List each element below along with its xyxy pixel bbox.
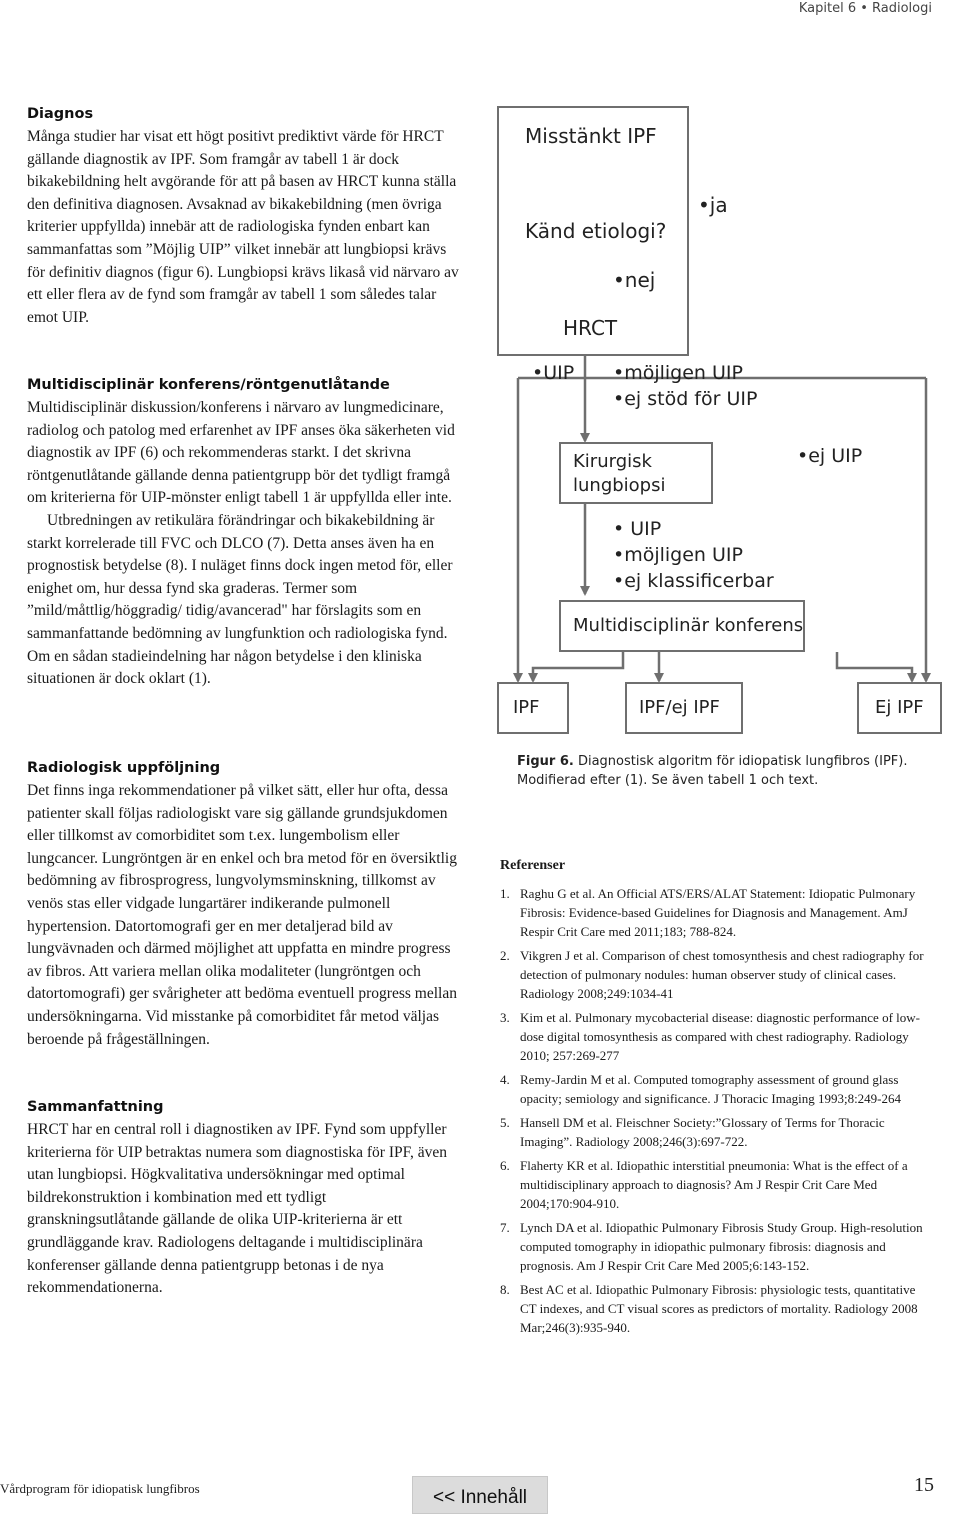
reference-text: Hansell DM et al. Fleischner Society:”Glossary of Terms for Thoracic Imaging”. Radiology 2008;246(3):697-722. — [520, 1115, 885, 1149]
paragraph-diagnos: Många studier har visat ett högt positivt prediktivt värde för HRCT gällande diagnostik av IPF. Som framgår av tabell 1 är dock bikakebildning helt avgörande för att på basen av HRCT kunna ställa den definitiva diagnosen. Avsaknad av bikakebildning (men övriga kriterier uppfyllda) innebär att de radiologiska fynden enbart kan sammanfattas som ”Möjlig UIP” vilket innebär att lungbiopsi krävs för definitiv diagnos (figur 6). Lungbiopsi krävs likaså vid närvaro av ett eller flera av de fynd som framgår av tabell 1 som således talar emot UIP. — [27, 128, 459, 326]
reference-item — [500, 946, 934, 1003]
label-uip: •UIP — [532, 362, 575, 384]
reference-number: 8. — [500, 1282, 510, 1297]
label-ja: •ja — [698, 193, 728, 217]
reference-text: Vikgren J et al. Comparison of chest tomosynthesis and chest radiography for detection of pulmonary nodules: human observer study of clinical cases. Radiology 2008;249:1034-41 — [520, 948, 924, 1001]
label-misstankt-ipf: Misstänkt IPF — [525, 124, 657, 148]
figure-caption — [517, 752, 937, 790]
section-title-diagnos: Diagnos — [27, 106, 94, 122]
label-ipf: IPF — [513, 697, 540, 718]
reference-text: Remy-Jardin M et al. Computed tomography assessment of ground glass opacity; semiology and significance. J Thoracic Imaging 1993;8:249-264 — [520, 1072, 902, 1106]
label-kirurgisk: Kirurgisk — [573, 451, 652, 472]
label-hrct: HRCT — [563, 316, 618, 340]
section-title-multidisciplinar: Multidisciplinär konferens/röntgenutlåtande — [27, 377, 390, 393]
reference-item — [500, 1113, 934, 1151]
label-biopsi-ej-klassificerbar: •ej klassificerbar — [613, 570, 774, 592]
box-misstankt-ipf — [497, 106, 689, 356]
reference-number: 1. — [500, 886, 510, 901]
paragraph-multidisciplinar-1: Multidisciplinär diskussion/konferens i närvaro av lungmedicinare, radiolog och patolog med erfarenhet av IPF anses öka säkerheten vid diagnostik av IPF (6) och rekommenderas starkt. I det skrivna röntgenutlåtande gällande denna patientgrupp bör det tydligt framgå om kriterierna för UIP-mönster enligt tabell 1 är uppfyllda eller inte. — [27, 399, 455, 507]
arrow-konferens-to-ej-ipf — [837, 652, 912, 681]
flowchart-figure — [497, 106, 942, 736]
label-ipf-ej-ipf: IPF/ej IPF — [639, 697, 720, 718]
section-sammanfattning — [27, 1097, 460, 1300]
references-title: Referenser — [500, 858, 566, 873]
paragraph-multidisciplinar-2: Utbredningen av retikulära förändringar och bikakebildning är starkt korrelerade till FVC och DLCO (7). Detta anses även ha en prognostisk betydelse (8). I nuläget finns dock ingen metod för, eller enighet om, hur dessa fynd ska graderas. Termer som ”mild/måttlig/höggradig/ tidig/avancerad" har förslagits som en sammanfattande bedömning av lungfunktion och radiologiska fynd. Om en sådan stadieindelning har någon betydelse i den kliniska situationen är dock oklart (1). — [27, 511, 453, 688]
paragraph-sammanfattning: HRCT har en central roll i diagnostiken av IPF. Fynd som uppfyller kriterierna för UIP betraktas numera som diagnostiska för IPF, även utan lungbiopsi. Högkvalitativa undersökningar med optimal bildrekonstruktion i kombination med ett tydligt granskningsutlåtande gällande de olika UIP-kriterierna är ett grundläggande krav. Radiologens deltagande i multidisciplinära konferenser gällande denna patientgrupp betonas i de nya rekommendationerna. — [27, 1121, 448, 1297]
table-of-contents-button[interactable]: << Innehåll — [412, 1476, 548, 1514]
section-title-uppfoljning: Radiologisk uppföljning — [27, 760, 221, 776]
label-mojligen-uip: •möjligen UIP — [613, 362, 743, 384]
label-ej-ipf: Ej IPF — [875, 697, 924, 718]
references — [500, 858, 934, 1342]
section-uppfoljning — [27, 758, 460, 1051]
reference-number: 6. — [500, 1158, 510, 1173]
reference-item — [500, 1218, 934, 1275]
box-ipf-ej-ipf — [625, 682, 743, 734]
box-ej-ipf — [857, 682, 942, 734]
footer-document-title: Vårdprogram för idiopatisk lungfibros — [0, 1481, 200, 1496]
caption-label: Figur 6. — [517, 754, 574, 769]
label-kand-etiologi: Känd etiologi? — [525, 219, 667, 243]
label-ej-uip: •ej UIP — [797, 445, 863, 467]
reference-text: Raghu G et al. An Official ATS/ERS/ALAT Statement: Idiopatic Pulmonary Fibrosis: Evidence-based Guidelines for Diagnosis and Management. AmJ Respir Crit Care med 2011;183; 788-824. — [520, 886, 916, 939]
label-ej-stod-for-uip: •ej stöd för UIP — [613, 388, 758, 410]
label-biopsi-uip: • UIP — [613, 518, 662, 540]
reference-item — [500, 1008, 934, 1065]
section-title-sammanfattning: Sammanfattning — [27, 1099, 164, 1115]
reference-item — [500, 1156, 934, 1213]
box-kirurgisk-lungbiopsi — [559, 442, 713, 504]
running-header: Kapitel 6 • Radiologi — [798, 1, 932, 16]
reference-number: 5. — [500, 1115, 510, 1130]
reference-number: 4. — [500, 1072, 510, 1087]
arrow-konferens-to-ipf — [533, 652, 623, 681]
reference-number: 2. — [500, 948, 510, 963]
label-nej: •nej — [613, 268, 656, 292]
label-lungbiopsi: lungbiopsi — [573, 475, 666, 496]
reference-item — [500, 884, 934, 941]
caption-text: Diagnostisk algoritm för idiopatisk lungfibros (IPF). Modifierad efter (1). Se även tabell 1 och text. — [517, 754, 908, 788]
paragraph-uppfoljning: Det finns inga rekommendationer på vilket sätt, eller hur ofta, dessa patienter skall följas radiologiskt vare sig gällande grundsjukdomen eller tillkomst av comorbiditet som t.ex. lungembolism eller lungcancer. Lungröntgen är en enkel och bra metod för en översiktlig bedömning av fibrosprogress, lungvolymsminskning, tillkomst av venös stas eller vidgade lungartärer indikerande pulmonell hypertension. Datortomografi ger en mer detaljerad bild av lungvävnaden och därmed möjlighet att uppfatta en mindre progress av fibros. Att variera mellan olika modaliteter (lungröntgen och datortomografi) ger svårigheter att bedöma eventuell progress mellan undersökningarna. Vid misstanke på comorbiditet får metod väljas beroende på frågeställningen. — [27, 782, 457, 1048]
box-ipf — [497, 682, 569, 734]
reference-text: Lynch DA et al. Idiopathic Pulmonary Fibrosis Study Group. High-resolution computed tomography in idiopathic pulmonary fibrosis: diagnosis and prognosis. Am J Respir Crit Care Med 2005;6:143-152. — [520, 1220, 923, 1273]
reference-item — [500, 1280, 934, 1337]
section-diagnos — [27, 104, 460, 329]
reference-text: Flaherty KR et al. Idiopathic interstitial pneumonia: What is the effect of a multidisciplinary approach to diagnosis? Am J Respir Crit Care Med 2004;170:904-910. — [520, 1158, 908, 1211]
reference-number: 7. — [500, 1220, 510, 1235]
page-number: 15 — [914, 1474, 934, 1496]
reference-number: 3. — [500, 1010, 510, 1025]
reference-text: Best AC et al. Idiopathic Pulmonary Fibrosis: physiologic tests, quantitative CT indexes, and CT visual scores as predictors of mortality. Radiology 2008 Mar;246(3):935-940. — [520, 1282, 918, 1335]
reference-text: Kim et al. Pulmonary mycobacterial disease: diagnostic performance of low-dose digital tomosynthesis as compared with chest radiography. Radiology 2010; 257:269-277 — [520, 1010, 920, 1063]
section-multidisciplinar — [27, 375, 460, 691]
box-multidisciplinar-konferens — [559, 600, 805, 652]
label-biopsi-mojligen-uip: •möjligen UIP — [613, 544, 743, 566]
reference-item — [500, 1070, 934, 1108]
label-multidisciplinar-konferens: Multidisciplinär konferens — [573, 615, 804, 636]
label-kirurgisk-lungbiopsi — [573, 450, 666, 498]
